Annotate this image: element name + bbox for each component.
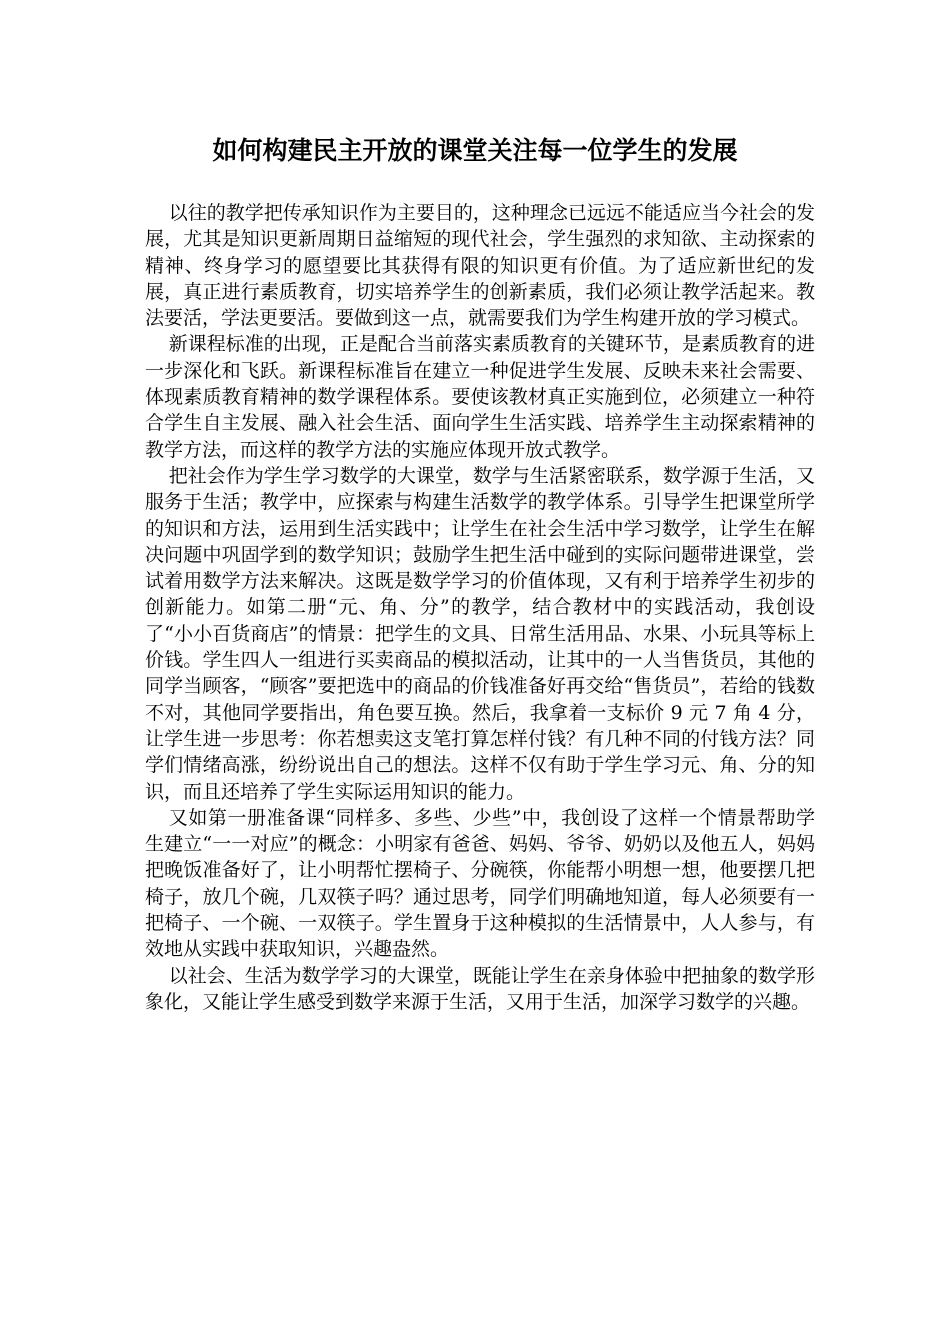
paragraph-2: 新课程标准的出现，正是配合当前落实素质教育的关键环节，是素质教育的进一步深化和飞跃。新课程标准旨在建立一种促进学生发展、反映未来社会需要、体现素质教育精神的数学课程体系。要使该教材真正实施到位，必须建立一种符合学生自主发展、融入社会生活、面向学生生活实践、培养学生主动探索精神的教学方法，而这样的教学方法的实施应体现开放式教学。: [145, 333, 815, 461]
document-title: 如何构建民主开放的课堂关注每一位学生的发展: [212, 136, 738, 165]
paragraph-4: 又如第一册准备课“同样多、多些、少些”中，我创设了这样一个情景帮助学生建立“一一对应”的概念：小明家有爸爸、妈妈、爷爷、奶奶以及他五人，妈妈把晚饭准备好了，让小明帮忙摆椅子、分碗筷，你能帮小明想一想，他要摆几把椅子，放几个碗，几双筷子吗？通过思考，同学们明确地知道，每人必须要有一把椅子、一个碗、一双筷子。学生置身于这种模拟的生活情景中，人人参与，有效地从实践中获取知识，兴趣盎然。: [145, 806, 815, 961]
paragraph-5: 以社会、生活为数学学习的大课堂，既能让学生在亲身体验中把抽象的数学形象化，又能让学生感受到数学来源于生活，又用于生活，加深学习数学的兴趣。: [145, 964, 815, 1013]
document-body: [145, 200, 815, 1015]
paragraph-3: 把社会作为学生学习数学的大课堂，数学与生活紧密联系，数学源于生活，又服务于生活；教学中，应探索与构建生活数学的教学体系。引导学生把课堂所学的知识和方法，运用到生活实践中；让学生在社会生活中学习数学，让学生在解决问题中巩固学到的数学知识；鼓励学生把生活中碰到的实际问题带进课堂，尝试着用数学方法来解决。这既是数学学习的价值体现，又有利于培养学生初步的创新能力。如第二册“元、角、分”的教学，结合教材中的实践活动，我创设了“小小百货商店”的情景：把学生的文具、日常生活用品、水果、小玩具等标上价钱。学生四人一组进行买卖商品的模拟活动，让其中的一人当售货员，其他的同学当顾客，“顾客”要把选中的商品的价钱准备好再交给“售货员”，若给的钱数不对，其他同学要指出，角色要互换。然后，我拿着一支标价 9 元 7 角 4 分，让学生进一步思考：你若想卖这支笔打算怎样付钱？有几种不同的付钱方法？同学们情绪高涨，纷纷说出自己的想法。这样不仅有助于学生学习元、角、分的知识，而且还培养了学生实际运用知识的能力。: [145, 464, 815, 803]
paragraph-1: 以往的教学把传承知识作为主要目的，这种理念已远远不能适应当今社会的发展，尤其是知识更新周期日益缩短的现代社会，学生强烈的求知欲、主动探索的精神、终身学习的愿望要比其获得有限的知识更有价值。为了适应新世纪的发展，真正进行素质教育，切实培养学生的创新素质，我们必须让教学活起来。教法要活，学法更要活。要做到这一点，就需要我们为学生构建开放的学习模式。: [145, 202, 815, 330]
